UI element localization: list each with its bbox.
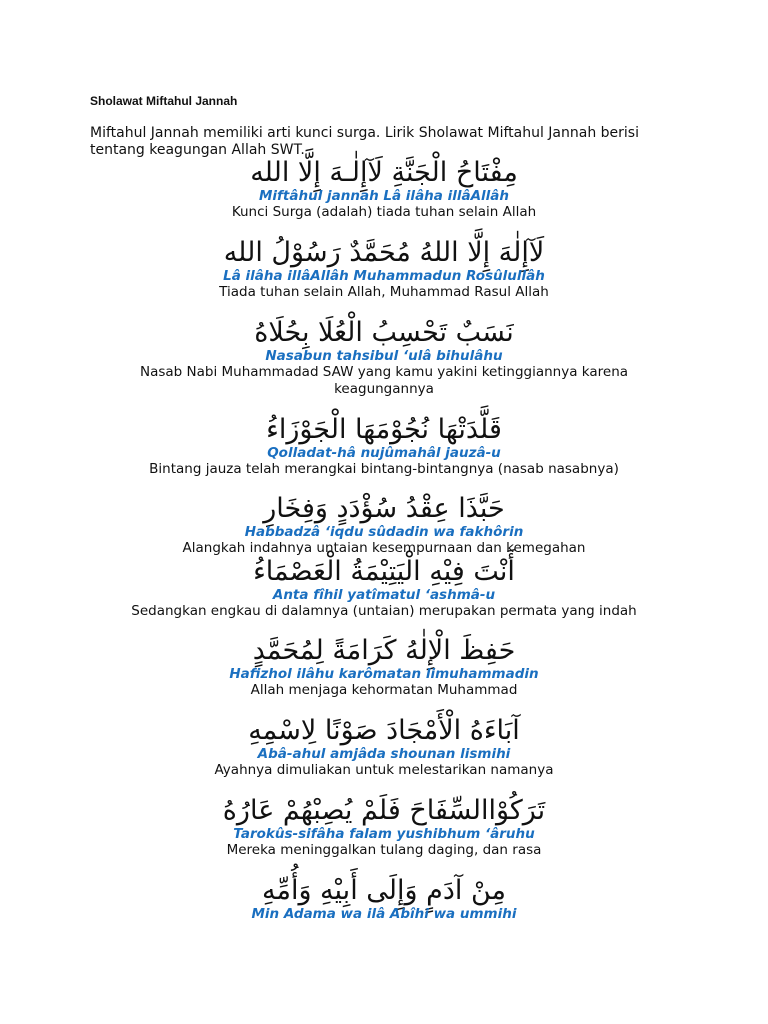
verse-arabic: مِنْ آدَمٍ وَإِلَى أَبِيْهِ وَأُمِّهِ [262,875,506,906]
verse-10 [100,876,668,922]
verse-arabic: نَسَبٌ تَحْسِبُ الْعُلَا بِحُلَاهُ [254,317,514,348]
verse-meaning: Kunci Surga (adalah) tiada tuhan selain Allah [231,204,537,220]
verse-2 [100,238,668,301]
verse-latin: Habbadzâ ‘iqdu sûdadin wa fakhôrin [244,524,524,540]
verse-meaning: Ayahnya dimuliakan untuk melestarikan namanya [214,762,554,778]
verse-arabic: حَبَّذَا عِقْدُ سُؤْدَدٍ وَفِخَارِ [263,493,505,524]
verse-arabic: آبَاءَهُ الْأَمْجَادَ صَوْنًا لِاسْمِهِ [248,715,520,746]
verse-3 [100,318,668,398]
verse-8 [100,716,668,779]
verse-arabic: حَفِظَ الْإِلٰهُ كَرَامَةً لِمُحَمَّدٍ [252,635,516,666]
verse-latin: Qolladat-hâ nujûmahâl jauzâ-u [267,445,501,461]
verse-meaning: Nasab Nabi Muhammadad SAW yang kamu yakini ketinggiannya karena keagungannya [139,364,629,397]
verse-latin: Nasabun tahsibul ‘ulâ bihulâhu [265,348,503,364]
verse-arabic: قَلَّدَتْهَا نُجُوْمَهَا الْجَوْزَاءُ [266,414,502,445]
verse-4 [100,415,668,478]
verse-latin: Tarokûs-sifâha falam yushibhum ‘âruhu [233,826,535,842]
verse-meaning: Bintang jauza telah merangkai bintang-bintangnya (nasab nasabnya) [149,461,619,477]
verse-arabic: لَآإِلٰهَ إِلَّا اللهُ مُحَمَّدٌ رَسُوْلُ الله [223,237,545,268]
verse-latin: Lâ ilâha illâAllâh Muhammadun Rosûlullâh [223,268,545,284]
document-intro: Miftahul Jannah memiliki arti kunci surga. Lirik Sholawat Miftahul Jannah berisi tentang keagungan Allah SWT. [90,125,639,158]
verse-meaning: Allah menjaga kehormatan Muhammad [250,682,518,698]
verse-arabic: مِفْتَاحُ الْجَنَّةِ لَآإِلٰـهَ إِلَّا الله [250,157,518,188]
verse-latin: Min Adama wa ilâ Abîhi wa ummihi [251,906,517,922]
verse-meaning: Mereka meninggalkan tulang daging, dan rasa [226,842,542,858]
verse-latin: Miftâhul jannah Lâ ilâha illâAllâh [258,188,510,204]
document-title: Sholawat Miftahul Jannah [90,94,238,108]
verse-7 [100,636,668,699]
verse-meaning: Sedangkan engkau di dalamnya (untaian) merupakan permata yang indah [131,603,637,619]
verse-meaning: Alangkah indahnya untaian kesempurnaan dan kemegahan [182,540,586,556]
verse-latin: Abâ-ahul amjâda shounan lismihi [257,746,511,762]
verse-latin: Hafizhol ilâhu karômatan limuhammadin [229,666,539,682]
verse-arabic: أَنْتَ فِيْهِ الْيَتِيْمَةُ الْعَصْمَاءُ [253,556,515,587]
verse-9 [100,796,668,859]
verse-arabic: تَرَكُوْاالسِّفَاحَ فَلَمْ يُصِبْهُمْ عَارُهُ [222,795,546,826]
verse-5 [100,494,668,557]
verse-latin: Anta fîhil yatîmatul ‘ashmâ-u [272,587,496,603]
verse-meaning: Tiada tuhan selain Allah, Muhammad Rasul Allah [219,284,549,300]
verse-6 [100,557,668,620]
verse-1 [100,158,668,221]
